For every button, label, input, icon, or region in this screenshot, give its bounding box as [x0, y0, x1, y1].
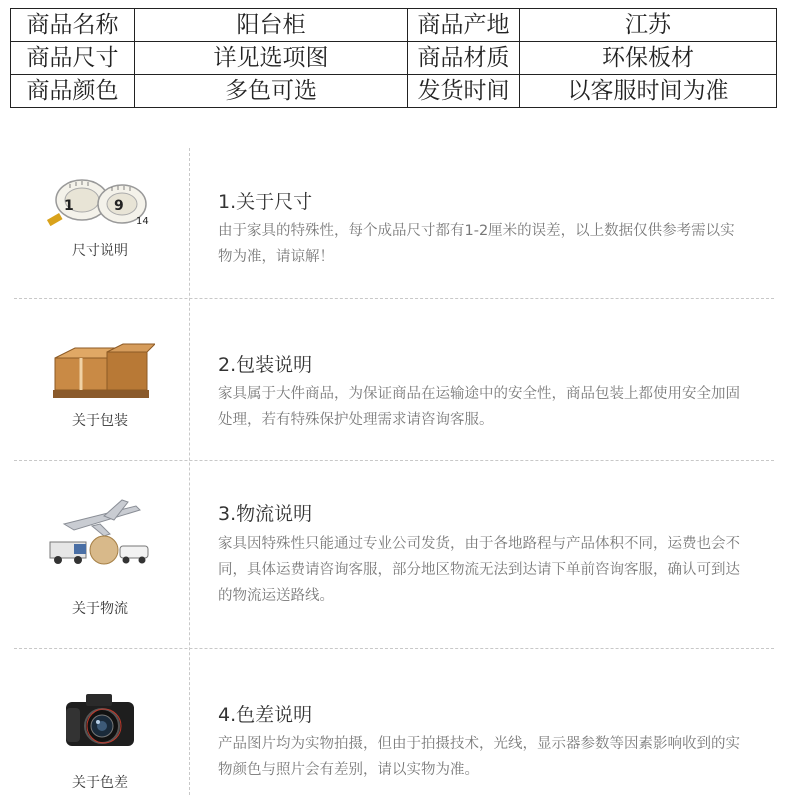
column-divider — [189, 148, 190, 795]
section-text: 产品图片均为实物拍摄，但由于拍摄技术，光线，显示器参数等因素影响收到的实物颜色与照片会有差别，请以实物为准。 — [218, 736, 740, 778]
section-icon-label: 关于色差 — [72, 775, 128, 791]
section-icon-label: 尺寸说明 — [72, 243, 128, 259]
section-text: 家具属于大件商品，为保证商品在运输途中的安全性，商品包装上都使用安全加固处理，若有特殊保护处理需求请咨询客服。 — [218, 386, 740, 428]
section-title: 3.物流说明 — [218, 503, 313, 525]
svg-text:9: 9 — [114, 198, 124, 214]
spec-key: 商品名称 — [11, 9, 135, 42]
spec-key: 发货时间 — [408, 75, 520, 108]
spec-row — [11, 9, 777, 42]
measuring-tape-icon — [40, 170, 160, 236]
spec-value: 江苏 — [520, 9, 777, 42]
camera-icon — [40, 690, 160, 754]
spec-key: 商品材质 — [408, 42, 520, 75]
spec-key: 商品颜色 — [11, 75, 135, 108]
section-icon-label: 关于包装 — [72, 413, 128, 429]
svg-text:1: 1 — [64, 198, 74, 214]
spec-value: 以客服时间为准 — [520, 75, 777, 108]
section-text: 家具因特殊性只能通过专业公司发货，由于各地路程与产品体积不同，运费也会不同，具体运费请咨询客服，部分地区物流无法到达请下单前咨询客服，确认可到达的物流运送路线。 — [218, 536, 740, 604]
section-icon-label: 关于物流 — [72, 601, 128, 617]
spec-value: 详见选项图 — [135, 42, 408, 75]
section-divider — [14, 298, 774, 299]
spec-value: 多色可选 — [135, 75, 408, 108]
section-divider — [14, 648, 774, 649]
logistics-icon — [40, 494, 160, 574]
spec-value: 环保板材 — [520, 42, 777, 75]
section-divider — [14, 460, 774, 461]
cardboard-boxes-icon — [40, 336, 160, 406]
section-title: 1.关于尺寸 — [218, 191, 313, 213]
spec-row — [11, 42, 777, 75]
section-title: 2.包装说明 — [218, 354, 313, 376]
spec-key: 商品尺寸 — [11, 42, 135, 75]
spec-key: 商品产地 — [408, 9, 520, 42]
spec-table — [10, 8, 777, 108]
section-title: 4.色差说明 — [218, 704, 313, 726]
spec-row — [11, 75, 777, 108]
svg-text:14: 14 — [136, 216, 149, 227]
spec-value: 阳台柜 — [135, 9, 408, 42]
section-text: 由于家具的特殊性，每个成品尺寸都有1-2厘米的误差，以上数据仅供参考需以实物为准，请谅解！ — [218, 223, 735, 265]
